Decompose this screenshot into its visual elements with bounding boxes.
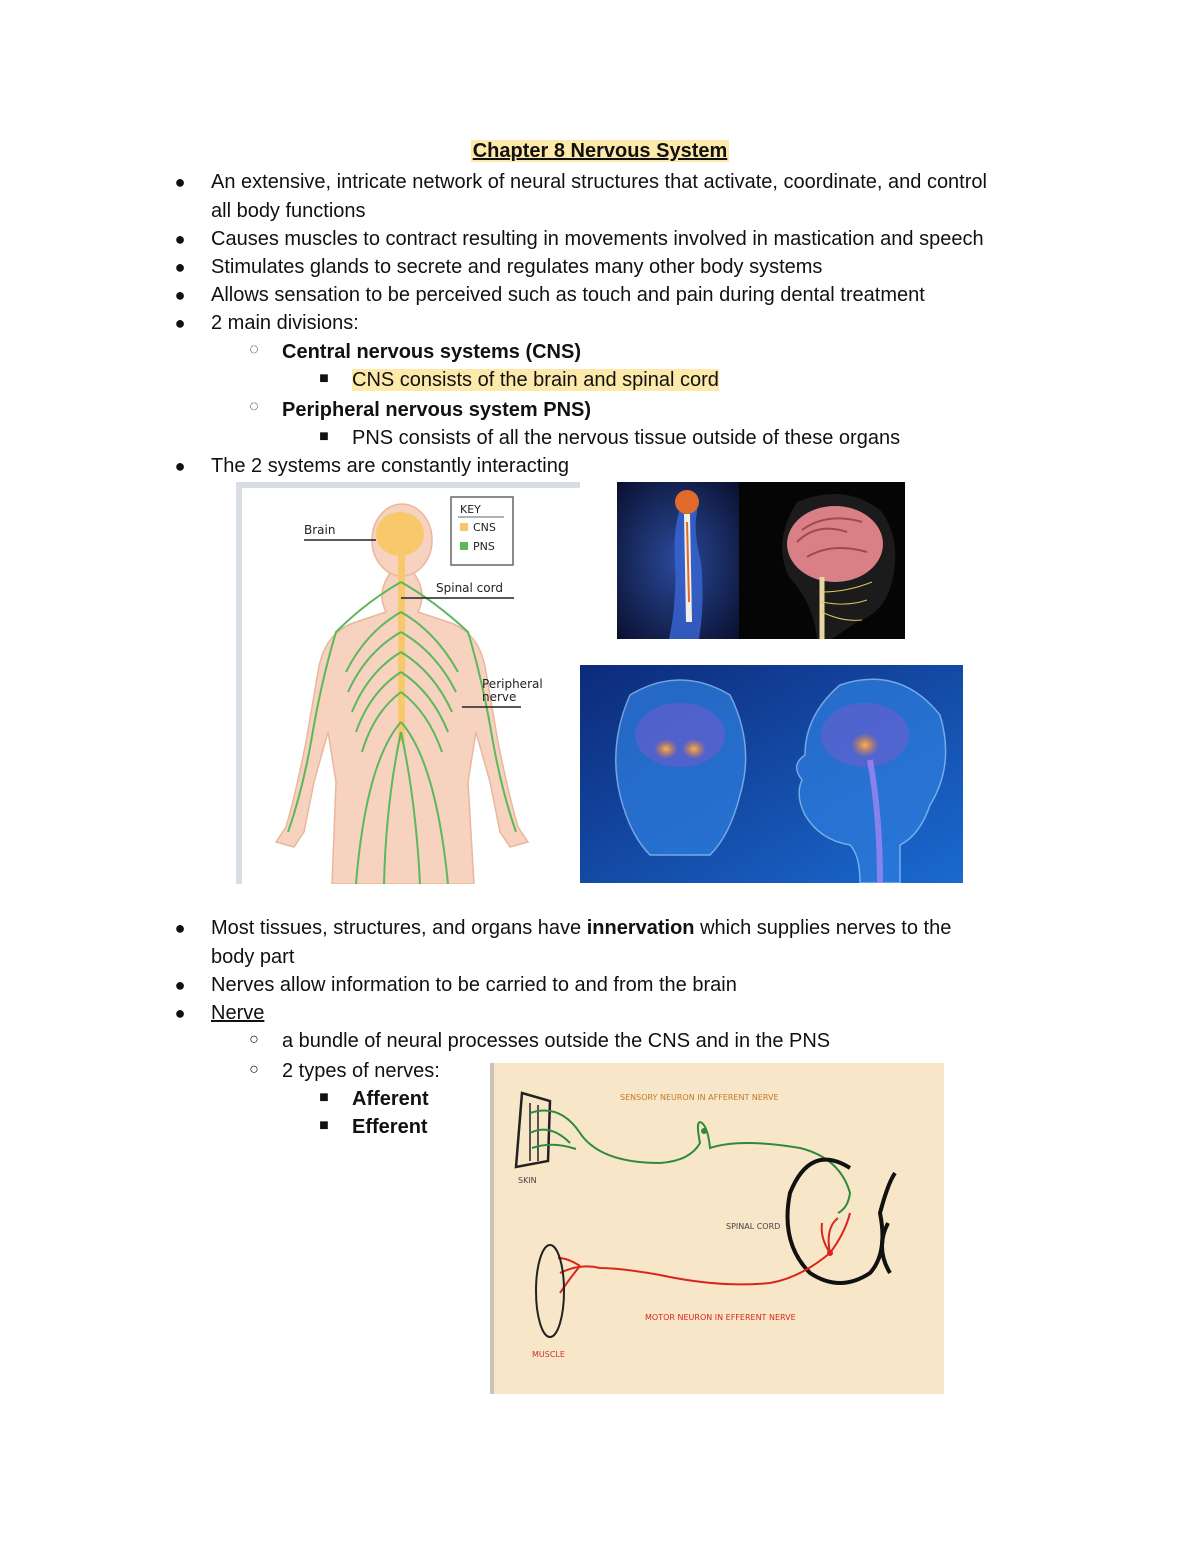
label-sensory: SENSORY NEURON IN AFFERENT NERVE bbox=[620, 1093, 779, 1102]
nerve-types: 2 types of nerves: bbox=[282, 1060, 440, 1082]
brain-heads-illustration bbox=[580, 665, 963, 883]
label-skin: SKIN bbox=[518, 1176, 537, 1185]
key-pns: PNS bbox=[473, 540, 495, 553]
bullet-marker: ○ bbox=[249, 1031, 259, 1048]
nerves-line: Nerves allow information to be carried to and from the brain bbox=[211, 974, 737, 996]
bullet-marker: ● bbox=[174, 456, 186, 476]
pns-detail: PNS consists of all the nervous tissue outside of these organs bbox=[352, 427, 901, 449]
innervation-line: Most tissues, structures, and organs have innervation which supplies nerves to the bbox=[211, 917, 952, 939]
bullet-text: all body functions bbox=[211, 200, 366, 222]
body-nervous-system-diagram bbox=[236, 482, 580, 884]
nerve-definition: a bundle of neural processes outside the CNS and in the PNS bbox=[282, 1030, 831, 1052]
bullet-text: Stimulates glands to secrete and regulates many other body systems bbox=[211, 256, 823, 278]
label-brain: Brain bbox=[304, 523, 336, 537]
nerve-term: Nerve bbox=[211, 1002, 265, 1024]
bullet-marker: ● bbox=[174, 285, 186, 305]
label-spinal-cord-reflex: SPINAL CORD bbox=[726, 1222, 781, 1231]
key-cns: CNS bbox=[473, 521, 496, 534]
label-spinal-cord: Spinal cord bbox=[436, 581, 503, 595]
spine-brain-photo bbox=[617, 482, 905, 639]
bullet-marker: ◌ bbox=[249, 341, 259, 358]
bullet-marker: ■ bbox=[319, 428, 329, 445]
pns-title: Peripheral nervous system PNS) bbox=[282, 399, 592, 421]
bullet-text: Allows sensation to be perceived such as touch and pain during dental treatment bbox=[211, 284, 925, 306]
bullet-text: Causes muscles to contract resulting in movements involved in mastication and speech bbox=[211, 228, 984, 250]
bullet-marker: ■ bbox=[319, 1089, 329, 1106]
key-title: KEY bbox=[460, 503, 481, 516]
innervation-continued: body part bbox=[211, 946, 295, 968]
label-muscle: MUSCLE bbox=[532, 1350, 565, 1359]
bullet-marker: ● bbox=[174, 313, 186, 333]
cns-title: Central nervous systems (CNS) bbox=[282, 341, 581, 363]
label-nerve: nerve bbox=[482, 690, 517, 704]
page-title: Chapter 8 Nervous System bbox=[472, 140, 728, 162]
bullet-text: An extensive, intricate network of neural structures that activate, coordinate, and control bbox=[211, 171, 987, 193]
bullet-text: The 2 systems are constantly interacting bbox=[211, 455, 569, 477]
bullet-marker: ● bbox=[174, 172, 186, 192]
nerve-efferent: Efferent bbox=[352, 1116, 428, 1138]
nerve-afferent: Afferent bbox=[352, 1088, 429, 1110]
reflex-arc-diagram bbox=[490, 1063, 944, 1394]
bullet-marker: ◌ bbox=[249, 398, 259, 415]
bullet-marker: ● bbox=[174, 257, 186, 277]
bullet-marker: ■ bbox=[319, 1117, 329, 1134]
label-peripheral: Peripheral bbox=[482, 677, 543, 691]
bullet-marker: ● bbox=[174, 975, 186, 995]
bullet-marker: ● bbox=[174, 1003, 186, 1023]
bullet-marker: ● bbox=[174, 918, 186, 938]
bullet-marker: ■ bbox=[319, 370, 329, 387]
bullet-marker: ○ bbox=[249, 1061, 259, 1078]
cns-detail: CNS consists of the brain and spinal cord bbox=[352, 369, 719, 391]
bullet-marker: ● bbox=[174, 229, 186, 249]
bullet-text: 2 main divisions: bbox=[211, 312, 359, 334]
label-motor: MOTOR NEURON IN EFFERENT NERVE bbox=[645, 1313, 796, 1322]
